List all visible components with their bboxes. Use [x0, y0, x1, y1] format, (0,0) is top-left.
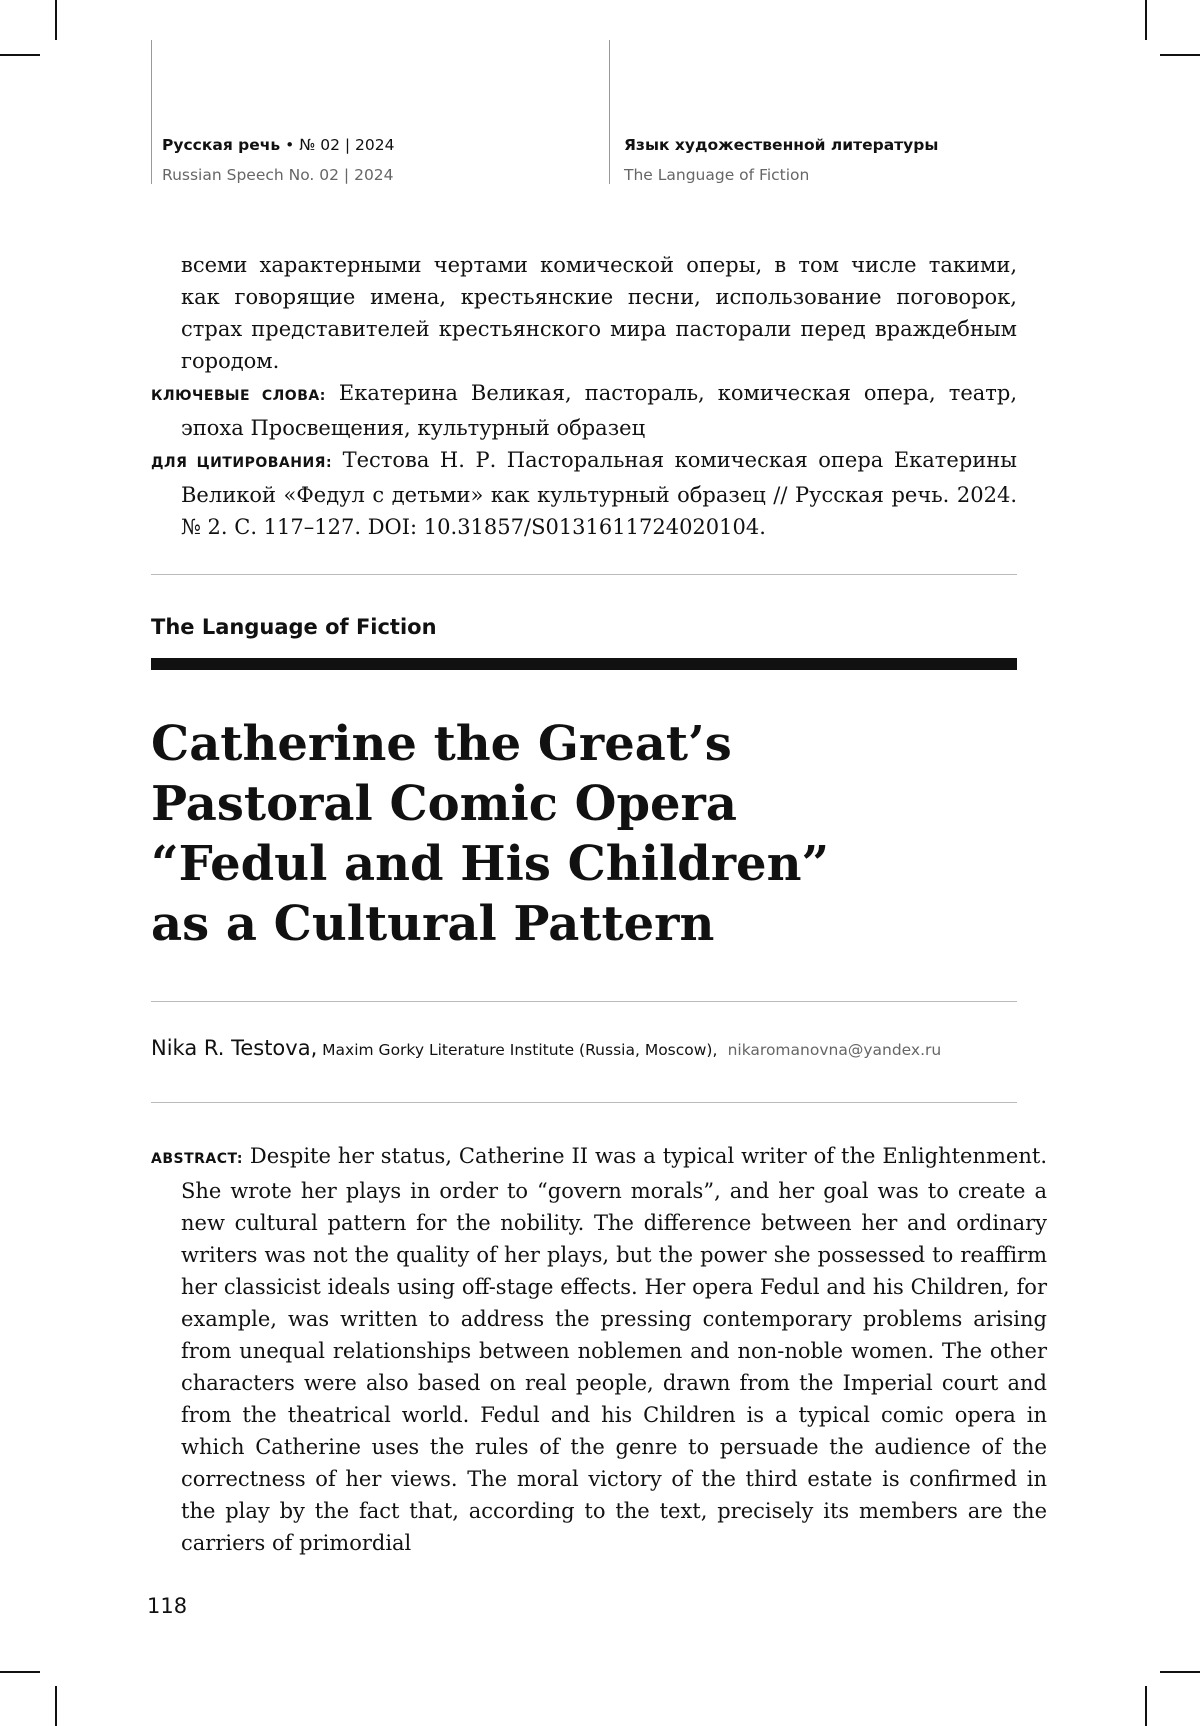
crop-mark [1160, 54, 1200, 56]
section-label: The Language of Fiction [151, 615, 437, 639]
journal-title-ru: Русская речь [162, 136, 281, 154]
author-email-link[interactable]: nikaromanovna@yandex.ru [727, 1041, 942, 1059]
journal-title-en: Russian Speech No. 02 | 2024 [162, 166, 394, 184]
crop-mark [55, 0, 57, 40]
divider [151, 1001, 1017, 1002]
title-line: Pastoral Comic Opera [151, 776, 737, 832]
divider [151, 574, 1017, 575]
section-title-ru: Язык художественной литературы [624, 136, 939, 154]
title-line: as a Cultural Pattern [151, 896, 715, 952]
running-header-left [162, 130, 395, 190]
russian-abstract-block [151, 249, 1017, 543]
keywords-text: Екатерина Великая, пастораль, комическая опера, театр, эпоха Просвещения, культурный образец [181, 381, 1017, 440]
abstract-label: ABSTRACT: [151, 1151, 243, 1167]
keywords-ru [151, 377, 1017, 444]
crop-mark [55, 1686, 57, 1726]
citation-label: ДЛЯ ЦИТИРОВАНИЯ: [151, 455, 333, 471]
article-title [151, 714, 1017, 954]
abstract-text: Despite her status, Catherine II was a typical writer of the Enlightenment. She wrote her plays in order to “govern morals”, and her goal was to create a new cultural pattern for the nobility. The difference between her and ordinary writers was not the quality of her plays, but the power she possessed to reaffirm her classicist ideals using off-stage effects. Her opera Fedul and his Children, for example, was written to address the pressing contemporary problems arising from unequal relationships between noblemen and non-noble women. The other characters were also based on real people, drawn from the Imperial court and from the theatrical world. Fedul and his Children is a typical comic opera in which Catherine uses the rules of the genre to persuade the audience of the correctness of her views. The moral victory of the third estate is confirmed in the play by the fact that, according to the text, precisely its members are the carriers of primordial [181, 1144, 1047, 1555]
header-divider [609, 40, 610, 184]
header-divider [151, 40, 152, 184]
keywords-label: КЛЮЧЕВЫЕ СЛОВА: [151, 388, 326, 404]
english-abstract [151, 1140, 1047, 1559]
crop-mark [1145, 1686, 1147, 1726]
section-title-en: The Language of Fiction [624, 166, 810, 184]
page-number: 118 [147, 1594, 188, 1618]
title-line: Catherine the Great’s [151, 716, 732, 772]
citation-ru [151, 444, 1017, 543]
title-line: “Fedul and His Children” [151, 836, 830, 892]
crop-mark [0, 54, 40, 56]
thick-rule [151, 658, 1017, 670]
issue-ru: • № 02 | 2024 [280, 136, 395, 154]
running-header-right [624, 130, 938, 190]
author-name: Nika R. Testova, [151, 1036, 318, 1060]
abstract-ru-tail: всеми характерными чертами комической оперы, в том числе такими, как говорящие имена, крестьянские песни, использование поговорок, страх представителей крестьянского мира пасторали перед враждебным городом. [181, 253, 1017, 373]
author-affiliation: Maxim Gorky Literature Institute (Russia, Moscow), [317, 1041, 718, 1059]
divider [151, 1102, 1017, 1103]
crop-mark [1160, 1671, 1200, 1673]
crop-mark [0, 1671, 40, 1673]
crop-mark [1145, 0, 1147, 40]
author-line [151, 1036, 941, 1060]
citation-text: Тестова Н. Р. Пасторальная комическая опера Екатерины Великой «Федул с детьми» как культурный образец // Русская речь. 2024. № 2. С. 117–127. DOI: 10.31857/S0131611724020104. [181, 448, 1017, 539]
